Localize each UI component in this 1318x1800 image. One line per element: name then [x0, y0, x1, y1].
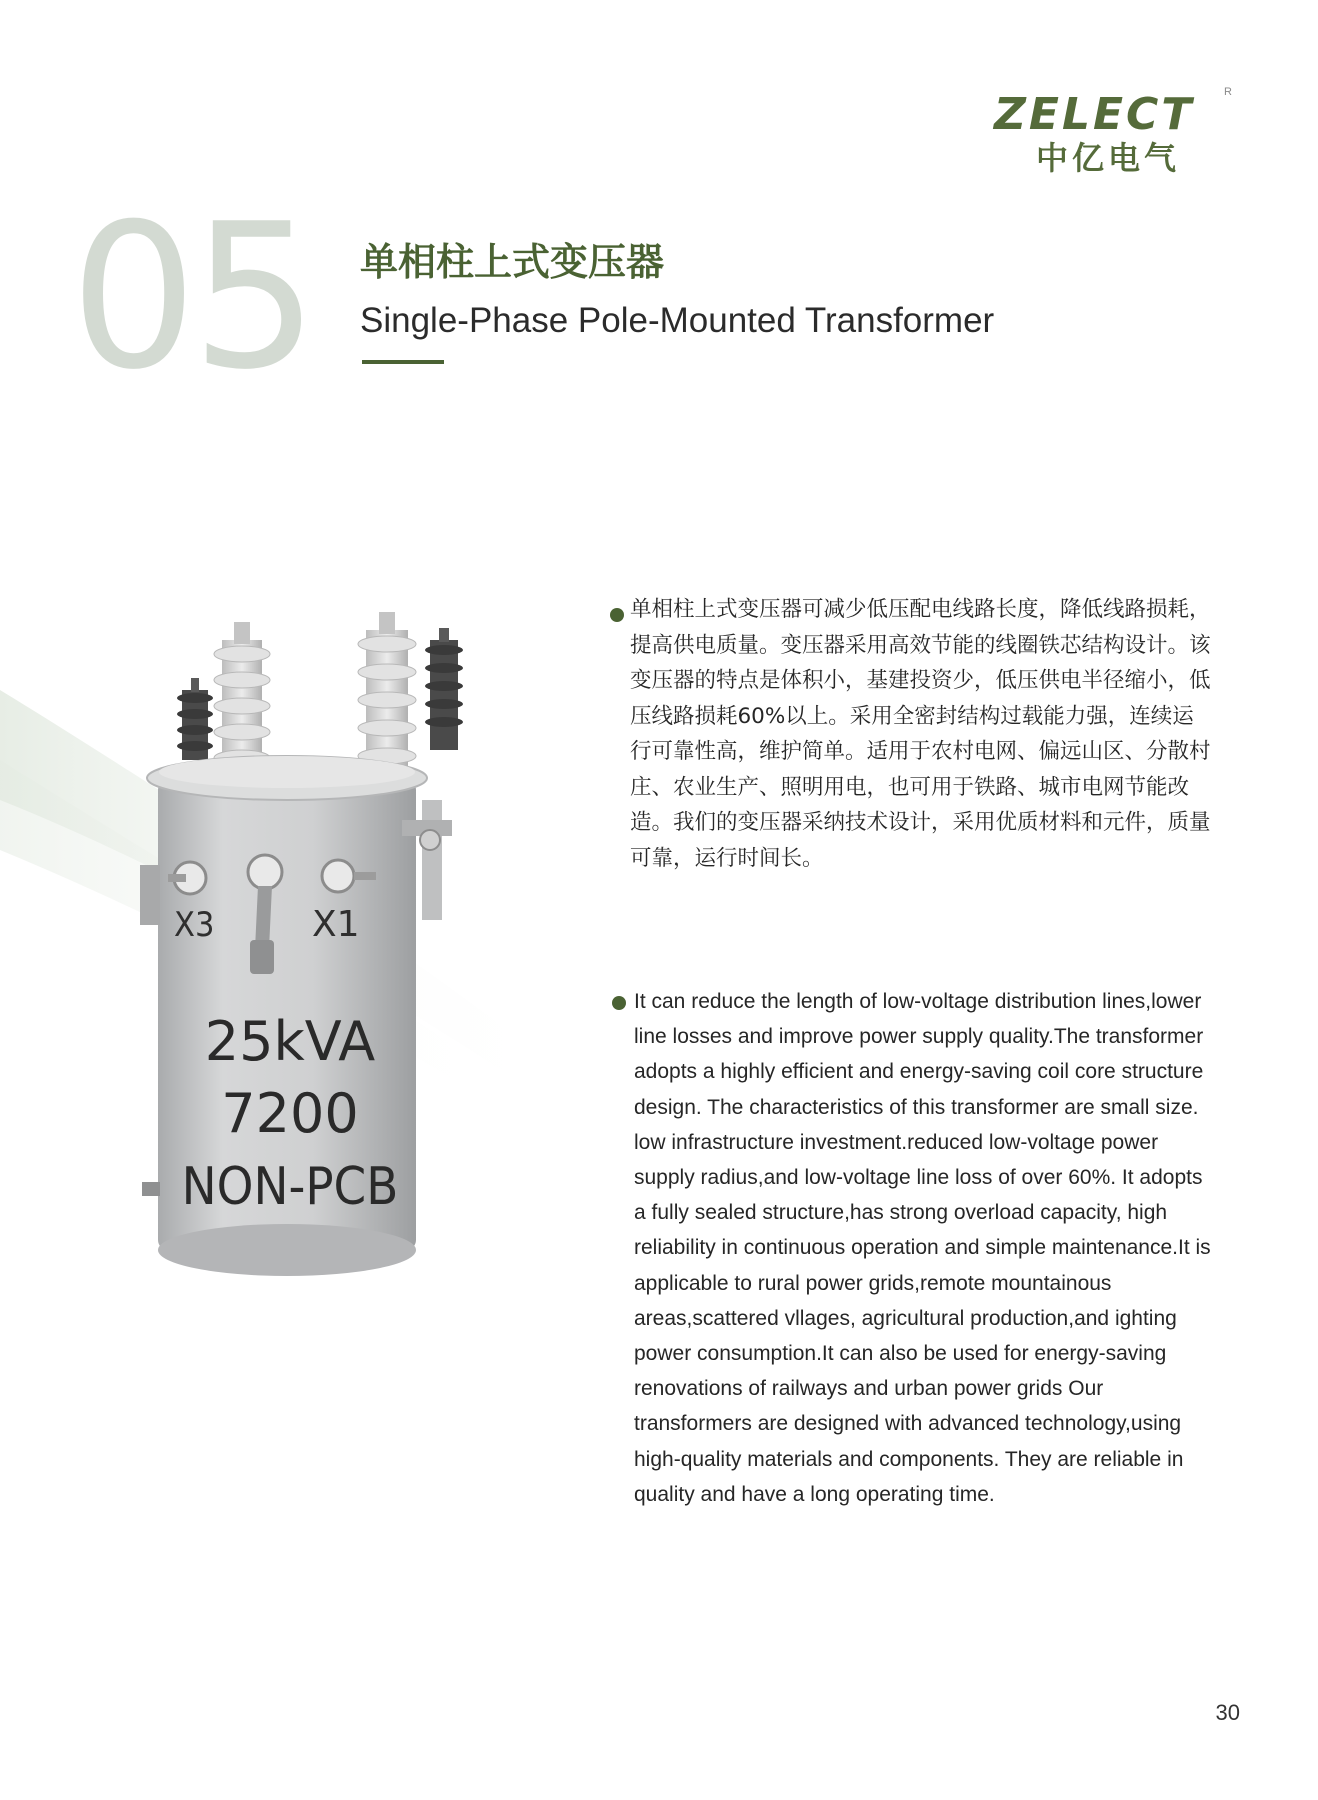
title-underline	[362, 360, 444, 364]
terminal-label-x1: X1	[312, 904, 360, 945]
transformer-product-image	[140, 610, 520, 1290]
description-english	[610, 984, 1215, 1512]
logo-wordmark: ZELECT	[994, 89, 1195, 140]
bullet-dot	[612, 996, 626, 1010]
logo-chinese-name: 中亿电气	[1036, 139, 1181, 177]
brand-logo	[994, 86, 1234, 177]
bullet-dot	[610, 608, 624, 622]
terminal-label-x3: X3	[174, 905, 215, 945]
rating-marking: 25kVA	[204, 1010, 376, 1073]
description-english-text: It can reduce the length of low-voltage distribution lines,lower line losses and improve power supply quality.The transformer adopts a highly efficient and energy-saving coil core structure design. The characteristics of this transformer are small size. low infrastructure investment.reduced low-voltage power supply radius,and low-voltage line loss of over 60%. It adopts a fully sealed structure,has strong overload capacity, high reliability in continuous operation and simple maintenance.It is applicable to rural power grids,remote mountainous areas,scattered vllages, agricultural production,and ighting power consumption.It can also be used for energy-saving renovations of railways and urban power grids Our transformers are designed with advanced technology,using high-quality materials and components. They are reliable in quality and have a long operating time.	[634, 990, 1211, 1506]
surge-arrester-left	[177, 678, 213, 760]
registered-mark: R	[1224, 86, 1232, 98]
voltage-marking: 7200	[221, 1082, 359, 1145]
surge-arrester-right	[425, 628, 463, 750]
page-number: 30	[1215, 1700, 1240, 1725]
hv-bushing-right	[358, 612, 416, 780]
section-title-chinese: 单相柱上式变压器	[360, 240, 665, 284]
section-title-english: Single-Phase Pole-Mounted Transformer	[360, 301, 995, 340]
description-chinese-text: 单相柱上式变压器可减少低压配电线路长度，降低线路损耗，提高供电质量。变压器采用高效节能的线圈铁芯结构设计。该变压器的特点是体积小，基建投资少，低压供电半径缩小，低压线路损耗60%以上。采用全密封结构过载能力强，连续运行可靠性高，维护简单。适用于农村电网、偏远山区、分散村庄、农业生产、照明用电，也可用于铁路、城市电网节能改造。我们的变压器采纳技术设计，采用优质材料和元件，质量可靠，运行时间长。	[630, 597, 1211, 871]
description-chinese	[610, 592, 1215, 876]
section-number: 05	[70, 181, 313, 414]
pcb-marking: NON-PCB	[181, 1157, 399, 1217]
